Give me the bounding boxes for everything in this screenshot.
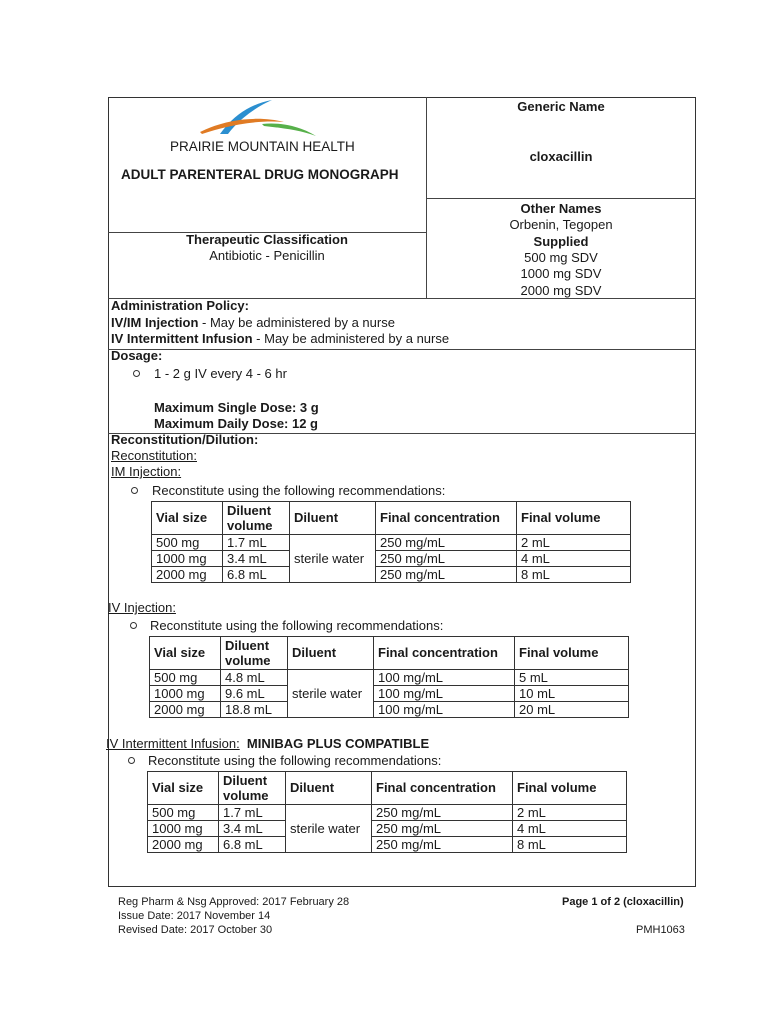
vial-size-cell: 2000 mg [148, 837, 219, 853]
other-names-label: Other Names [520, 201, 602, 216]
footer-issue-date: Issue Date: 2017 November 14 [118, 910, 271, 922]
final-concentration-cell: 250 mg/mL [372, 805, 513, 821]
footer-doc-code: PMH1063 [636, 924, 685, 936]
footer-page-number: Page 1 of 2 (cloxacillin) [562, 896, 684, 908]
final-concentration-cell: 250 mg/mL [372, 821, 513, 837]
section-title-infusion [106, 736, 429, 752]
admin-line-bold: IV Intermittent Infusion [111, 331, 253, 346]
dosage-label: Dosage: [111, 348, 163, 363]
max-single-dose: Maximum Single Dose: 3 g [154, 400, 319, 415]
dosage-item: 1 - 2 g IV every 4 - 6 hr [154, 366, 287, 381]
supplied-item: 500 mg SDV [524, 250, 598, 265]
bullet-icon [128, 757, 135, 764]
final-volume-cell: 8 mL [517, 567, 631, 583]
diluent-volume-cell: 3.4 mL [219, 821, 286, 837]
section-title-iv: IV Injection: [108, 600, 176, 615]
infusion-title: IV Intermittent Infusion: [106, 736, 240, 751]
diluent-cell: sterile water [290, 535, 376, 583]
recommend-text: Reconstitute using the following recommendations: [152, 483, 446, 498]
vial-size-cell: 500 mg [152, 535, 223, 551]
admin-line-rest: - May be administered by a nurse [198, 315, 395, 330]
org-name: PRAIRIE MOUNTAIN HEALTH [170, 139, 355, 154]
supplied-label: Supplied [533, 234, 589, 249]
vial-size-cell: 1000 mg [148, 821, 219, 837]
col-diluent: Diluent [288, 637, 374, 670]
footer-approved: Reg Pharm & Nsg Approved: 2017 February 28 [118, 896, 350, 908]
table-row [150, 670, 629, 686]
admin-label: Administration Policy: [111, 298, 249, 313]
col-final-concentration: Final concentration [374, 637, 515, 670]
col-final-concentration: Final concentration [372, 772, 513, 805]
final-volume-cell: 4 mL [517, 551, 631, 567]
diluent-volume-cell: 1.7 mL [219, 805, 286, 821]
col-diluent-volume: Diluent volume [221, 637, 288, 670]
admin-rule [108, 349, 696, 350]
section-title-im: IM Injection: [111, 464, 182, 479]
bullet-icon [130, 622, 137, 629]
other-names: Orbenin, Tegopen [509, 217, 613, 232]
logo-green-swoosh [262, 124, 316, 137]
final-concentration-cell: 250 mg/mL [376, 551, 517, 567]
vial-size-cell: 1000 mg [152, 551, 223, 567]
vial-size-cell: 2000 mg [150, 702, 221, 718]
table-row [150, 686, 629, 702]
diluent-volume-cell: 4.8 mL [221, 670, 288, 686]
bullet-icon [131, 487, 138, 494]
infusion-recon-table [147, 771, 627, 853]
col-vial-size: Vial size [150, 637, 221, 670]
header-rule-1 [426, 198, 696, 199]
diluent-volume-cell: 3.4 mL [223, 551, 290, 567]
diluent-cell: sterile water [288, 670, 374, 718]
supplied-item: 2000 mg SDV [520, 283, 602, 298]
generic-name-label: Generic Name [517, 99, 605, 114]
recon-sublabel: Reconstitution: [111, 448, 197, 463]
col-diluent: Diluent [286, 772, 372, 805]
minibag-compatible: MINIBAG PLUS COMPATIBLE [246, 736, 430, 751]
recommend-text: Reconstitute using the following recommendations: [148, 753, 442, 768]
table-header-row [152, 502, 631, 535]
vial-size-cell: 500 mg [148, 805, 219, 821]
col-final-volume: Final volume [515, 637, 629, 670]
im-recon-table [151, 501, 631, 583]
col-final-volume: Final volume [513, 772, 627, 805]
therapeutic-label: Therapeutic Classification [186, 232, 348, 247]
final-concentration-cell: 250 mg/mL [376, 535, 517, 551]
recommend-text: Reconstitute using the following recommendations: [150, 618, 444, 633]
final-volume-cell: 4 mL [513, 821, 627, 837]
vial-size-cell: 1000 mg [150, 686, 221, 702]
final-concentration-cell: 100 mg/mL [374, 686, 515, 702]
col-diluent-volume: Diluent volume [223, 502, 290, 535]
final-volume-cell: 20 mL [515, 702, 629, 718]
col-vial-size: Vial size [148, 772, 219, 805]
admin-line-bold: IV/IM Injection [111, 315, 199, 330]
final-volume-cell: 5 mL [515, 670, 629, 686]
diluent-cell: sterile water [286, 805, 372, 853]
supplied-item: 1000 mg SDV [520, 266, 602, 281]
col-final-volume: Final volume [517, 502, 631, 535]
vial-size-cell: 500 mg [150, 670, 221, 686]
diluent-volume-cell: 6.8 mL [219, 837, 286, 853]
therapeutic-value: Antibiotic - Penicillin [209, 248, 325, 263]
final-concentration-cell: 250 mg/mL [376, 567, 517, 583]
max-daily-dose: Maximum Daily Dose: 12 g [154, 416, 318, 431]
admin-line-rest: - May be administered by a nurse [252, 331, 450, 346]
admin-line [111, 315, 395, 331]
logo-blue-swoosh [220, 100, 272, 134]
footer-revised-date: Revised Date: 2017 October 30 [118, 924, 273, 936]
prairie-mountain-logo [188, 96, 323, 140]
table-row [152, 551, 631, 567]
final-volume-cell: 2 mL [517, 535, 631, 551]
diluent-volume-cell: 6.8 mL [223, 567, 290, 583]
col-vial-size: Vial size [152, 502, 223, 535]
table-row [152, 535, 631, 551]
table-row [148, 805, 627, 821]
table-row [148, 837, 627, 853]
final-concentration-cell: 100 mg/mL [374, 702, 515, 718]
final-volume-cell: 2 mL [513, 805, 627, 821]
final-concentration-cell: 250 mg/mL [372, 837, 513, 853]
col-diluent-volume: Diluent volume [219, 772, 286, 805]
diluent-volume-cell: 9.6 mL [221, 686, 288, 702]
table-row [150, 702, 629, 718]
doc-title: ADULT PARENTERAL DRUG MONOGRAPH [121, 167, 399, 182]
generic-name: cloxacillin [529, 149, 593, 164]
table-row [148, 821, 627, 837]
diluent-volume-cell: 18.8 mL [221, 702, 288, 718]
final-volume-cell: 10 mL [515, 686, 629, 702]
final-concentration-cell: 100 mg/mL [374, 670, 515, 686]
table-header-row [148, 772, 627, 805]
col-final-concentration: Final concentration [376, 502, 517, 535]
diluent-volume-cell: 1.7 mL [223, 535, 290, 551]
recon-label: Reconstitution/Dilution: [111, 432, 259, 447]
vial-size-cell: 2000 mg [152, 567, 223, 583]
admin-line [111, 331, 449, 347]
table-row [152, 567, 631, 583]
bullet-icon [133, 370, 140, 377]
table-header-row [150, 637, 629, 670]
final-volume-cell: 8 mL [513, 837, 627, 853]
iv-recon-table [149, 636, 629, 718]
col-diluent: Diluent [290, 502, 376, 535]
